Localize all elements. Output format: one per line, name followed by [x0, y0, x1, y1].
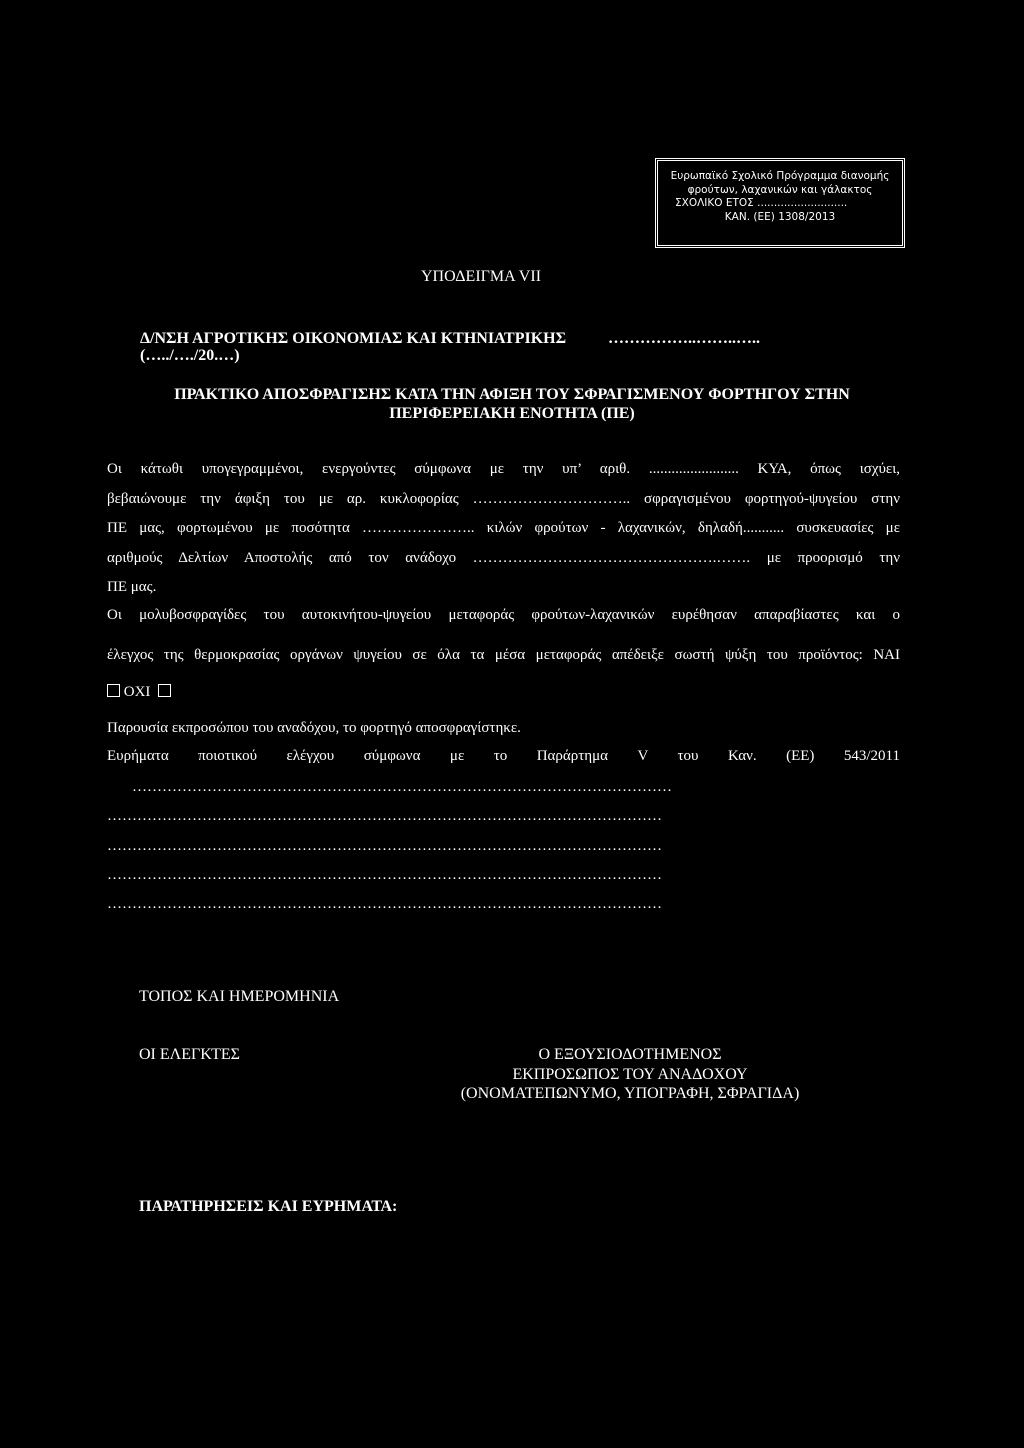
body-line-4: αριθμούς Δελτίων Αποστολής από τον ανάδοχο ………………………………………….……. με προορισμό την [107, 550, 900, 566]
protocol-title-line2: ΠΕΡΙΦΕΡΕΙΑΚΗ ΕΝΟΤΗΤΑ (ΠΕ) [389, 405, 635, 422]
remarks-title: ΠΑΡΑΤΗΡΗΣΕΙΣ ΚΑΙ ΕΥΡΗΜΑΤΑ: [139, 1198, 398, 1215]
program-header-box [655, 158, 905, 248]
contractor-rep-line-2: ΕΚΠΡΟΣΩΠΟΣ ΤΟΥ ΑΝΑΔΟΧΟΥ [512, 1066, 748, 1083]
findings-dotted-line-4: ………………………………………………………………………………………………… [107, 867, 662, 883]
school-year-line: ΣΧΟΛΙΚΟ ΕΤΟΣ ........................... [675, 197, 848, 209]
seal-statement-line-1: Οι μολυβοσφραγίδες του αυτοκινήτου-ψυγείου μεταφοράς φρούτων-λαχανικών ευρέθησαν απαραβίαστες και ο [107, 607, 900, 623]
directorate-name: Δ/ΝΣΗ ΑΓΡΟΤΙΚΗΣ ΟΙΚΟΝΟΜΙΑΣ ΚΑΙ ΚΤΗΝΙΑΤΡΙΚΗΣ [140, 330, 567, 347]
model-title: ΥΠΟΔΕΙΓΜΑ VII [421, 268, 542, 285]
findings-dotted-line-1: ……………………………………………………………………………………………… [132, 779, 672, 795]
directorate-dots: ……………..……..….. [608, 330, 760, 347]
program-name-line1: Ευρωπαϊκό Σχολικό Πρόγραμμα διανομής [670, 170, 890, 182]
body-line-3: ΠΕ μας, φορτωμένου με ποσότητα ………………….. κιλών φρούτων - λαχανικών, δηλαδή........... συσκευασίες με [107, 520, 900, 536]
body-line-2: βεβαιώνουμε την άφιξη του με αρ. κυκλοφορίας ………………………….. σφραγισμένου φορτηγού-ψυγείου στην [107, 491, 900, 507]
representative-presence: Παρουσία εκπροσώπου του αναδόχου, το φορτηγό αποσφραγίστηκε. [107, 720, 521, 736]
contractor-rep-line-1: Ο ΕΞΟΥΣΙΟΔΟΤΗΜΕΝΟΣ [538, 1046, 722, 1063]
checkbox-yes[interactable] [107, 684, 120, 697]
protocol-title-line1: ΠΡΑΚΤΙΚΟ ΑΠΟΣΦΡΑΓΙΣΗΣ ΚΑΤΑ ΤΗΝ ΑΦΙΞΗ ΤΟΥ ΣΦΡΑΓΙΣΜΕΝΟΥ ΦΟΡΤΗΓΟΥ ΣΤΗΝ [174, 386, 850, 403]
body-line-5: ΠΕ μας. [107, 579, 157, 595]
quality-findings-line: Ευρήματα ποιοτικού ελέγχου σύμφωνα με το Παράρτημα V του Καν. (ΕΕ) 543/2011 [107, 748, 900, 764]
inspectors-label: ΟΙ ΕΛΕΓΚΤΕΣ [139, 1046, 240, 1063]
directorate-date: (…../…./20.…) [140, 347, 240, 364]
checkbox-no[interactable] [158, 684, 171, 697]
seal-statement-line-2: έλεγχος της θερμοκρασίας οργάνων ψυγείου σε όλα τα μέσα μεταφοράς απέδειξε σωστή ψύξη του προϊόντος: ΝΑΙ [107, 647, 900, 663]
regulation-line: ΚΑΝ. (ΕΕ) 1308/2013 [724, 210, 836, 223]
yes-no-options [107, 684, 171, 701]
program-name-line2: φρούτων, λαχανικών και γάλακτος [687, 183, 873, 196]
findings-dotted-line-2: ………………………………………………………………………………………………… [107, 808, 662, 824]
body-line-1: Οι κάτωθι υπογεγραμμένοι, ενεργούντες σύμφωνα με την υπ’ αριθ. ........................ ΚΥΑ, όπως ισχύει, [107, 461, 900, 477]
option-no-label: ΟΧΙ [123, 684, 151, 700]
findings-dotted-line-3: ………………………………………………………………………………………………… [107, 838, 662, 854]
contractor-rep-line-3: (ΟΝΟΜΑΤΕΠΩΝΥΜΟ, ΥΠΟΓΡΑΦΗ, ΣΦΡΑΓΙΔΑ) [460, 1085, 800, 1102]
findings-dotted-line-5: ………………………………………………………………………………………………… [107, 896, 662, 912]
place-and-date-label: ΤΟΠΟΣ ΚΑΙ ΗΜΕΡΟΜΗΝΙΑ [139, 988, 340, 1005]
